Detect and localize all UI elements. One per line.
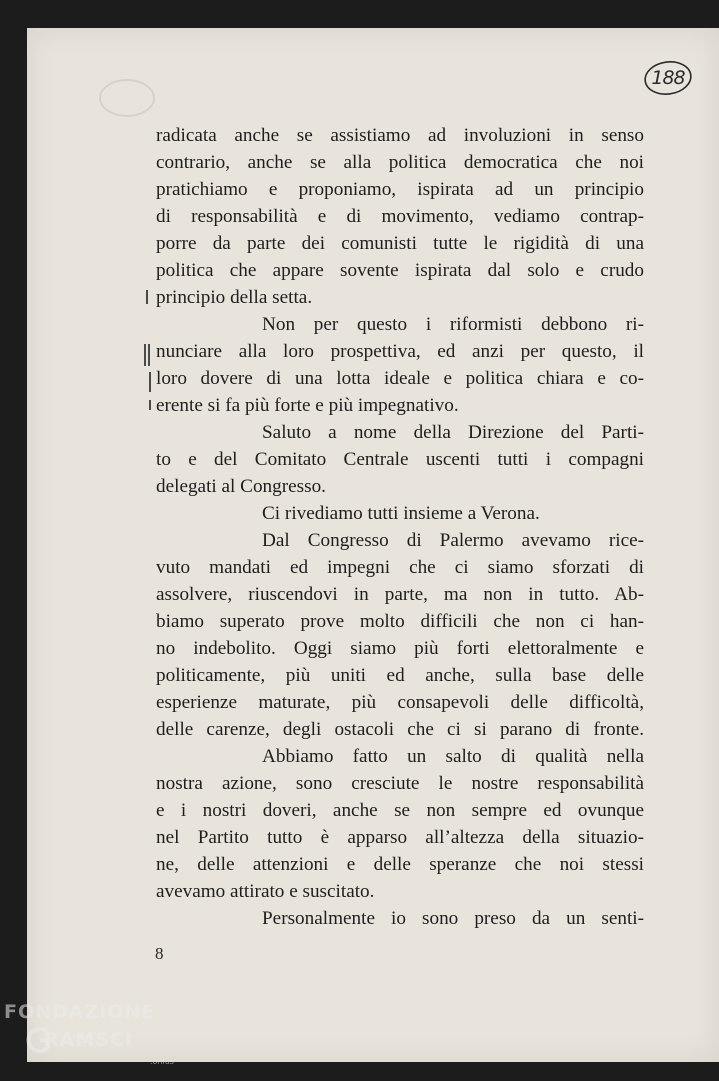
- text-line: loro dovere di una lotta ideale e politica chiara e co-: [156, 368, 644, 389]
- fondazione-gramsci-watermark: [4, 1001, 184, 1081]
- text-line: radicata anche se assistiamo ad involuzioni in senso: [156, 125, 644, 146]
- margin-pencil-mark: [148, 344, 150, 366]
- text-line: Dal Congresso di Palermo avevamo rice-: [262, 530, 644, 551]
- margin-pencil-mark: [146, 290, 148, 304]
- watermark-line1: FONDAZIONE: [4, 1001, 156, 1023]
- text-line: Ci rivediamo tutti insieme a Verona.: [262, 503, 540, 524]
- text-line: porre da parte dei comunisti tutte le rigidità di una: [156, 233, 644, 254]
- margin-pencil-mark: [149, 372, 151, 392]
- text-line: politicamente, più uniti ed anche, sulla base delle: [156, 665, 644, 686]
- text-line: ne, delle attenzioni e delle speranze che noi stessi: [156, 854, 644, 875]
- text-line: Saluto a nome della Direzione del Parti-: [262, 422, 644, 443]
- text-line: nunciare alla loro prospettiva, ed anzi per questo, il: [156, 341, 644, 362]
- text-line: politica che appare sovente ispirata dal solo e crudo: [156, 260, 644, 281]
- archive-page-stamp: [643, 58, 693, 98]
- text-line: erente si fa più forte e più impegnativo.: [156, 395, 459, 416]
- text-line: Personalmente io sono preso da un senti-: [262, 908, 644, 929]
- text-line: vuto mandati ed impegni che ci siamo sforzati di: [156, 557, 644, 578]
- text-line: nostra azione, sono cresciute le nostre responsabilità: [156, 773, 644, 794]
- watermark-line2: RAMSCI: [44, 1029, 133, 1051]
- text-line: Non per questo i riformisti debbono ri-: [262, 314, 644, 335]
- text-line: to e del Comitato Centrale uscenti tutti i compagni: [156, 449, 644, 470]
- margin-pencil-mark: [144, 344, 146, 366]
- text-line: assolvere, riuscendovi in parte, ma non in tutto. Ab-: [156, 584, 644, 605]
- text-line: contrario, anche se alla politica democratica che noi: [156, 152, 644, 173]
- page-number: 8: [155, 944, 164, 963]
- stamp-page-number: 188: [651, 67, 685, 89]
- text-line: di responsabilità e di movimento, vediamo contrap-: [156, 206, 644, 227]
- margin-pencil-mark: [149, 400, 151, 410]
- text-line: Abbiamo fatto un salto di qualità nella: [262, 746, 644, 767]
- text-line: esperienze maturate, più consapevoli delle difficoltà,: [156, 692, 644, 713]
- text-line: delle carenze, degli ostacoli che ci si parano di fronte.: [156, 719, 644, 740]
- faint-page-stamp-icon: [97, 76, 157, 120]
- text-line: pratichiamo e proponiamo, ispirata ad un principio: [156, 179, 644, 200]
- text-line: biamo superato prove molto difficili che non ci han-: [156, 611, 644, 632]
- text-line: nel Partito tutto è apparso all’altezza della situazio-: [156, 827, 644, 848]
- body-text: [156, 122, 644, 932]
- text-line: e i nostri doveri, anche se non sempre ed ovunque: [156, 800, 644, 821]
- text-line: no indebolito. Oggi siamo più forti elettoralmente e: [156, 638, 644, 659]
- text-line: delegati al Congresso.: [156, 476, 326, 497]
- text-line: avevamo attirato e suscitato.: [156, 881, 375, 902]
- watermark-suffix: .onlus: [150, 1057, 174, 1066]
- text-line: principio della setta.: [156, 287, 313, 308]
